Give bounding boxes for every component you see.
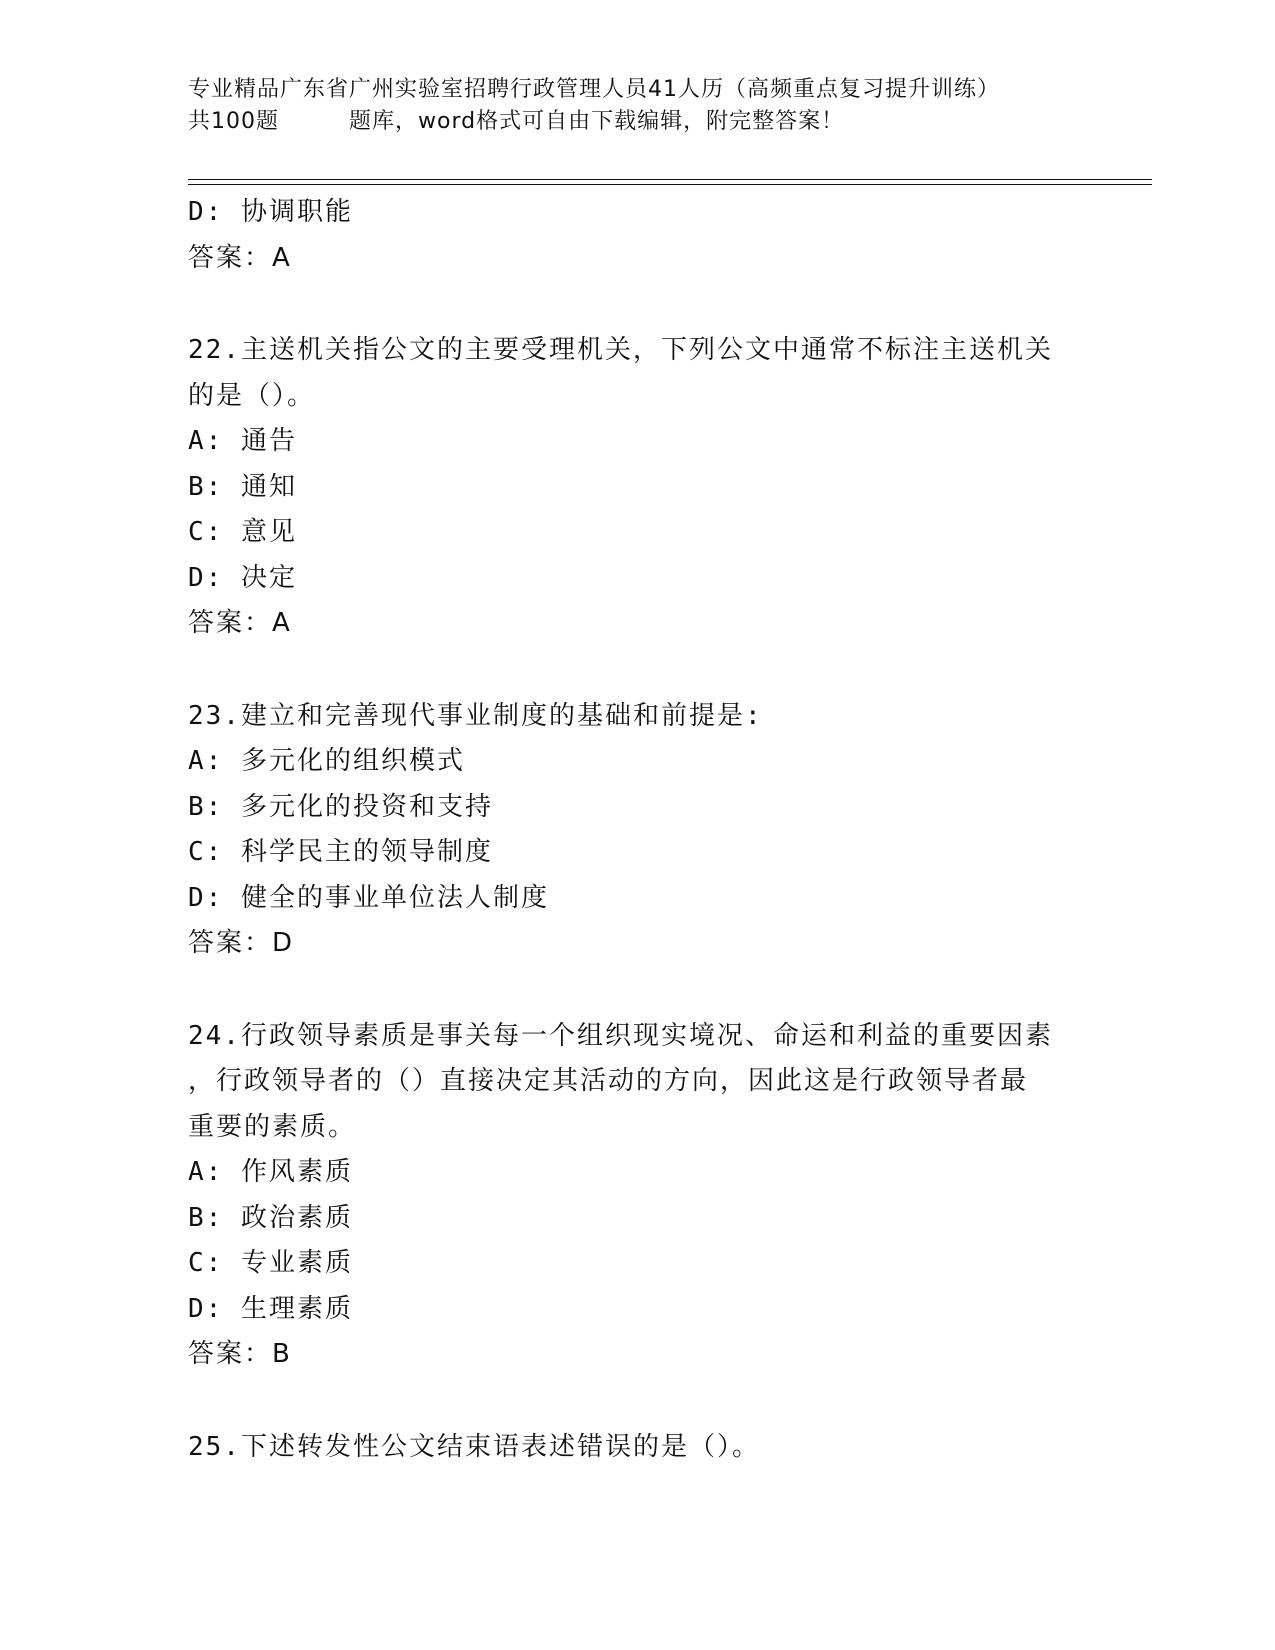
option-a: A: 作风素质: [188, 1157, 353, 1187]
option-b: B: 多元化的投资和支持: [188, 791, 493, 822]
option-b: B: 政治素质: [188, 1202, 353, 1233]
question-text: 23.建立和完善现代事业制度的基础和前提是:: [188, 700, 763, 731]
option-d: D: 决定: [188, 562, 297, 593]
option-b: B: 通知: [188, 471, 297, 502]
option-d: D: 健全的事业单位法人制度: [188, 882, 549, 913]
option-a: A: 多元化的组织模式: [188, 746, 465, 776]
question-text: 24.行政领导素质是事关每一个组织现实境况、命运和利益的重要因素: [188, 1020, 1053, 1051]
answer-line: 答案：B: [188, 1339, 292, 1369]
question-text: 22.主送机关指公文的主要受理机关，下列公文中通常不标注主送机关: [188, 335, 1053, 365]
option-c: C: 科学民主的领导制度: [188, 837, 493, 867]
question-text: ，行政领导者的（）直接决定其活动的方向，因此这是行政领导者最: [188, 1066, 1029, 1096]
question-text: 的是（）。: [188, 380, 316, 411]
option-d: D: 协调职能: [188, 197, 353, 227]
question-23: [188, 694, 1088, 967]
option-a: A: 通告: [188, 426, 297, 456]
question-text: 重要的素质。: [188, 1111, 357, 1142]
option-c: C: 专业素质: [188, 1248, 353, 1278]
option-d: D: 生理素质: [188, 1293, 353, 1324]
question-22: [188, 328, 1088, 647]
answer-line: 答案：A: [188, 242, 292, 273]
header-rule-bottom: [188, 184, 1152, 185]
option-c: C: 意见: [188, 517, 297, 547]
header-title-line: 专业精品广东省广州实验室招聘行政管理人员41人历（高频重点复习提升训练）: [188, 77, 1000, 102]
question-24: [188, 1014, 1088, 1378]
answer-line: 答案：A: [188, 608, 292, 638]
header-rule-top: [188, 179, 1152, 180]
header-description: 题库，word格式可自由下载编辑，附完整答案！: [349, 109, 845, 134]
header-subtitle-line: [188, 106, 1088, 138]
question-21-tail: [188, 190, 1088, 281]
question-text: 25.下述转发性公文结束语表述错误的是（）。: [188, 1431, 760, 1462]
question-25: [188, 1425, 1088, 1471]
page-header: [188, 74, 1088, 138]
header-question-count: 共100题: [188, 109, 279, 134]
question-list: [188, 190, 1088, 1470]
answer-line: 答案：D: [188, 928, 295, 958]
